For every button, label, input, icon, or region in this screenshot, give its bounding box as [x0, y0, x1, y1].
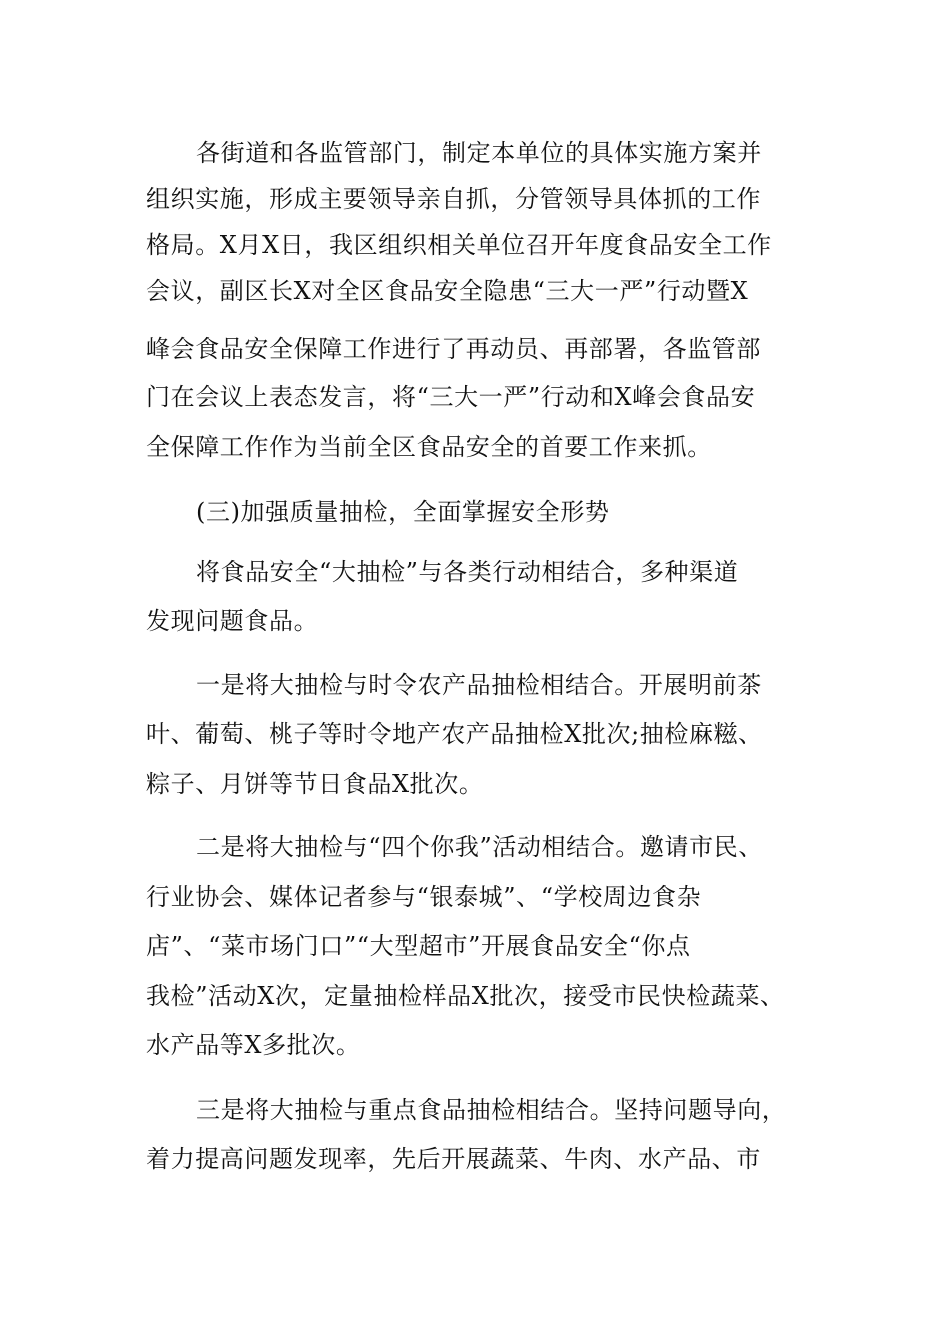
text-line: 二是将大抽检与“四个你我”活动相结合。邀请市民、	[196, 833, 763, 861]
text-line: 各街道和各监管部门，制定本单位的具体实施方案并	[196, 139, 762, 167]
text-line: 店”、“菜市场门口”“大型超市”开展食品安全“你点	[146, 932, 691, 960]
text-line: 行业协会、媒体记者参与“银泰城”、“学校周边食杂	[146, 883, 702, 911]
text-line: 叶、葡萄、桃子等时令地产农产品抽检X批次;抽检麻糍、	[146, 720, 763, 748]
text-line: 三是将大抽检与重点食品抽检相结合。坚持问题导向，	[196, 1096, 787, 1124]
text-line: 粽子、月饼等节日食品X批次。	[146, 770, 484, 798]
section-heading: (三)加强质量抽检，全面掌握安全形势	[196, 498, 610, 526]
text-line: 着力提高问题发现率，先后开展蔬菜、牛肉、水产品、市	[146, 1145, 761, 1173]
text-line: 一是将大抽检与时令农产品抽检相结合。开展明前茶	[196, 671, 762, 699]
text-line: 格局。X月X日，我区组织相关单位召开年度食品安全工作	[146, 231, 772, 259]
text-line: 门在会议上表态发言，将“三大一严”行动和X峰会食品安	[146, 383, 756, 411]
text-line: 组织实施，形成主要领导亲自抓，分管领导具体抓的工作	[146, 185, 761, 213]
text-line: 我检”活动X次，定量抽检样品X批次，接受市民快检蔬菜、	[146, 982, 785, 1010]
text-line: 全保障工作作为当前全区食品安全的首要工作来抓。	[146, 433, 712, 461]
text-line: 将食品安全“大抽检”与各类行动相结合，多种渠道	[196, 558, 739, 586]
text-line: 发现问题食品。	[146, 607, 319, 635]
text-line: 会议，副区长X对全区食品安全隐患“三大一严”行动暨X	[146, 277, 749, 305]
text-line: 水产品等X多批次。	[146, 1031, 361, 1059]
text-line: 峰会食品安全保障工作进行了再动员、再部署，各监管部	[146, 335, 761, 363]
